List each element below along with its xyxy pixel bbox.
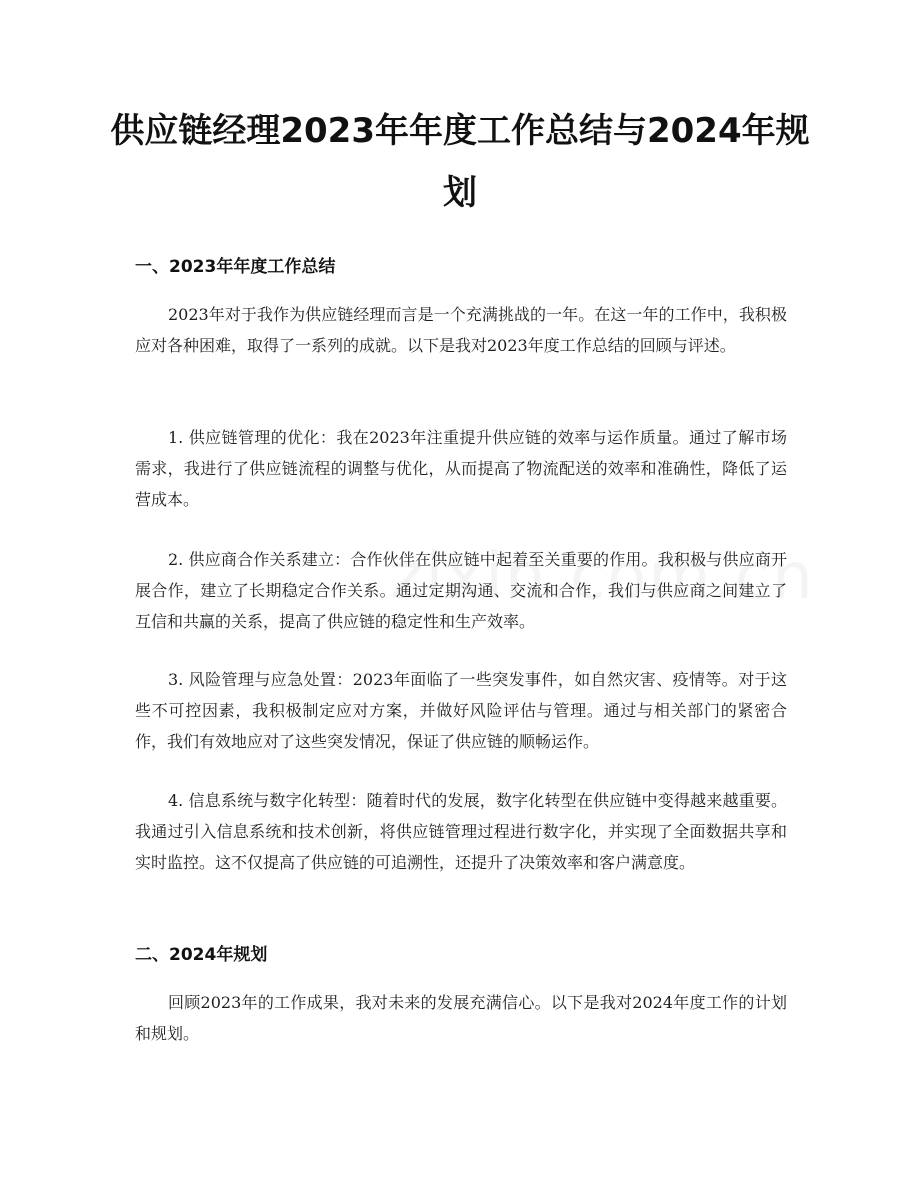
section-heading-plan: 二、2024年规划 <box>135 945 268 965</box>
paragraph-item-1: 1. 供应链管理的优化：我在2023年注重提升供应链的效率与运作质量。通过了解市场需求，我进行了供应链流程的调整与优化，从而提高了物流配送的效率和准确性，降低了运营成本。 <box>135 428 787 509</box>
section-heading-summary: 一、2023年年度工作总结 <box>135 257 336 277</box>
paragraph-intro: 2023年对于我作为供应链经理而言是一个充满挑战的一年。在这一年的工作中，我积极应对各种困难，取得了一系列的成就。以下是我对2023年度工作总结的回顾与评述。 <box>135 305 787 355</box>
paragraph-plan-intro: 回顾2023年的工作成果，我对未来的发展充满信心。以下是我对2024年度工作的计划和规划。 <box>135 993 787 1043</box>
paragraph-item-2: 2. 供应商合作关系建立：合作伙伴在供应链中起着至关重要的作用。我积极与供应商开展合作，建立了长期稳定合作关系。通过定期沟通、交流和合作，我们与供应商之间建立了互信和共赢的关系，提高了供应链的稳定性和生产效率。 <box>135 550 787 631</box>
document-title: 供应链经理2023年年度工作总结与2024年规划 <box>110 111 810 213</box>
paragraph-item-4: 4. 信息系统与数字化转型：随着时代的发展，数字化转型在供应链中变得越来越重要。我通过引入信息系统和技术创新，将供应链管理过程进行数字化，并实现了全面数据共享和实时监控。这不仅提高了供应链的可追溯性，还提升了决策效率和客户满意度。 <box>135 791 787 872</box>
paragraph-item-3: 3. 风险管理与应急处置：2023年面临了一些突发事件，如自然灾害、疫情等。对于这些不可控因素，我积极制定应对方案，并做好风险评估与管理。通过与相关部门的紧密合作，我们有效地应对了这些突发情况，保证了供应链的顺畅运作。 <box>135 670 787 751</box>
